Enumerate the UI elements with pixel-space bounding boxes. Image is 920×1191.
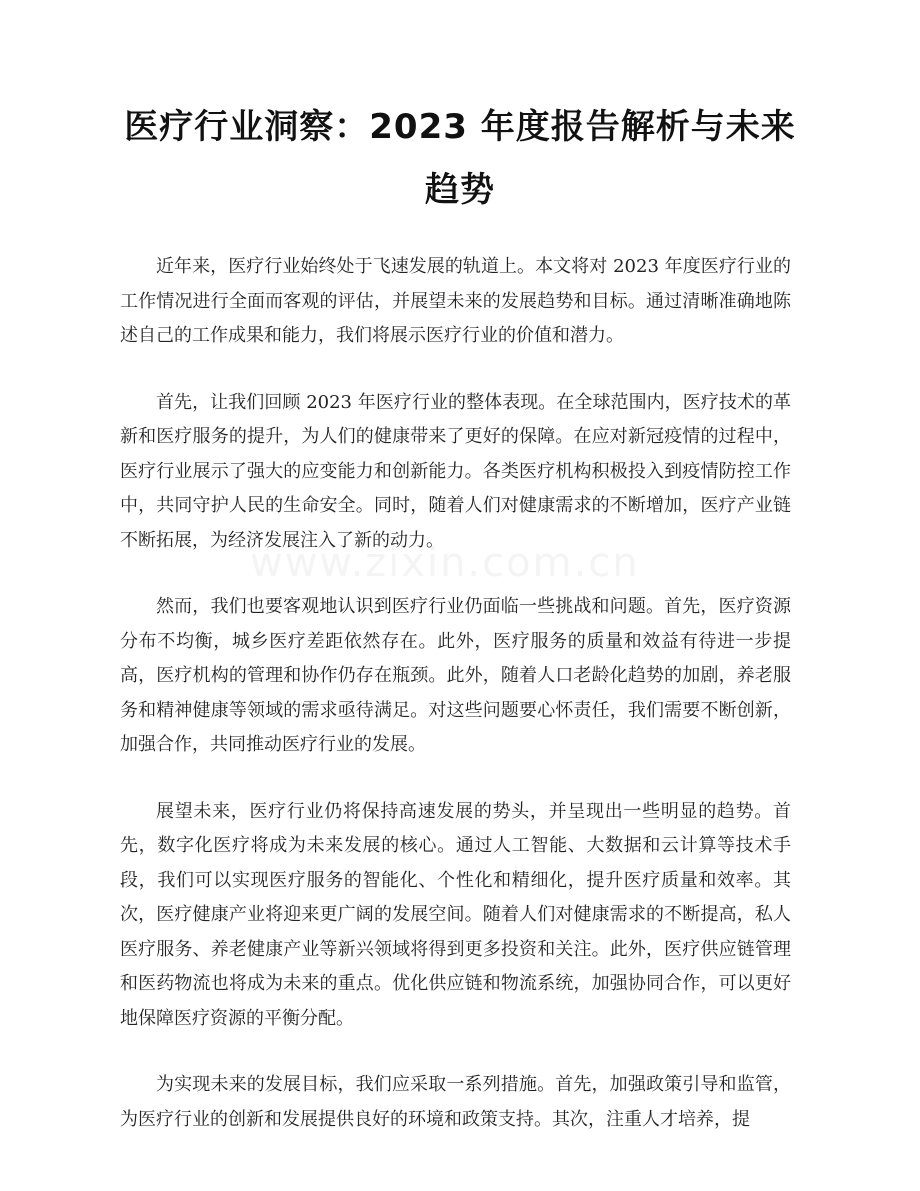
paragraph-outlook: 展望未来，医疗行业仍将保持高速发展的势头，并呈现出一些明显的趋势。首先，数字化医疗将成为未来发展的核心。通过人工智能、大数据和云计算等技术手段，我们可以实现医疗服务的智能化、个性化和精细化，提升医疗质量和效率。其次，医疗健康产业将迎来更广阔的发展空间。随着人们对健康需求的不断提高，私人医疗服务、养老健康产业等新兴领域将得到更多投资和关注。此外，医疗供应链管理和医药物流也将成为未来的重点。优化供应链和物流系统，加强协同合作，可以更好地保障医疗资源的平衡分配。 bbox=[120, 800, 791, 1029]
paragraph-intro: 近年来，医疗行业始终处于飞速发展的轨道上。本文将对 2023 年度医疗行业的工作情况进行全面而客观的评估，并展望未来的发展趋势和目标。通过清晰准确地陈述自己的工作成果和能力，我们将展示医疗行业的价值和潜力。 bbox=[120, 256, 791, 346]
document-body bbox=[120, 250, 791, 1169]
paragraph-review: 首先，让我们回顾 2023 年医疗行业的整体表现。在全球范围内，医疗技术的革新和医疗服务的提升，为人们的健康带来了更好的保障。在应对新冠疫情的过程中，医疗行业展示了强大的应变能力和创新能力。各类医疗机构积极投入到疫情防控工作中，共同守护人民的生命安全。同时，随着人们对健康需求的不断增加，医疗产业链不断拓展，为经济发展注入了新的动力。 bbox=[120, 391, 791, 551]
watermark: www.zixin.com.cn bbox=[250, 540, 640, 586]
paragraph-challenges: 然而，我们也要客观地认识到医疗行业仍面临一些挑战和问题。首先，医疗资源分布不均衡，城乡医疗差距依然存在。此外，医疗服务的质量和效益有待进一步提高，医疗机构的管理和协作仍存在瓶颈。此外，随着人口老龄化趋势的加剧，养老服务和精神健康等领域的需求亟待满足。对这些问题要心怀责任，我们需要不断创新，加强合作，共同推动医疗行业的发展。 bbox=[120, 596, 791, 755]
paragraph-measures: 为实现未来的发展目标，我们应采取一系列措施。首先，加强政策引导和监管，为医疗行业的创新和发展提供良好的环境和政策支持。其次，注重人才培养，提 bbox=[120, 1074, 791, 1130]
document-title: 医疗行业洞察：2023 年度报告解析与未来趋势 bbox=[124, 107, 796, 210]
